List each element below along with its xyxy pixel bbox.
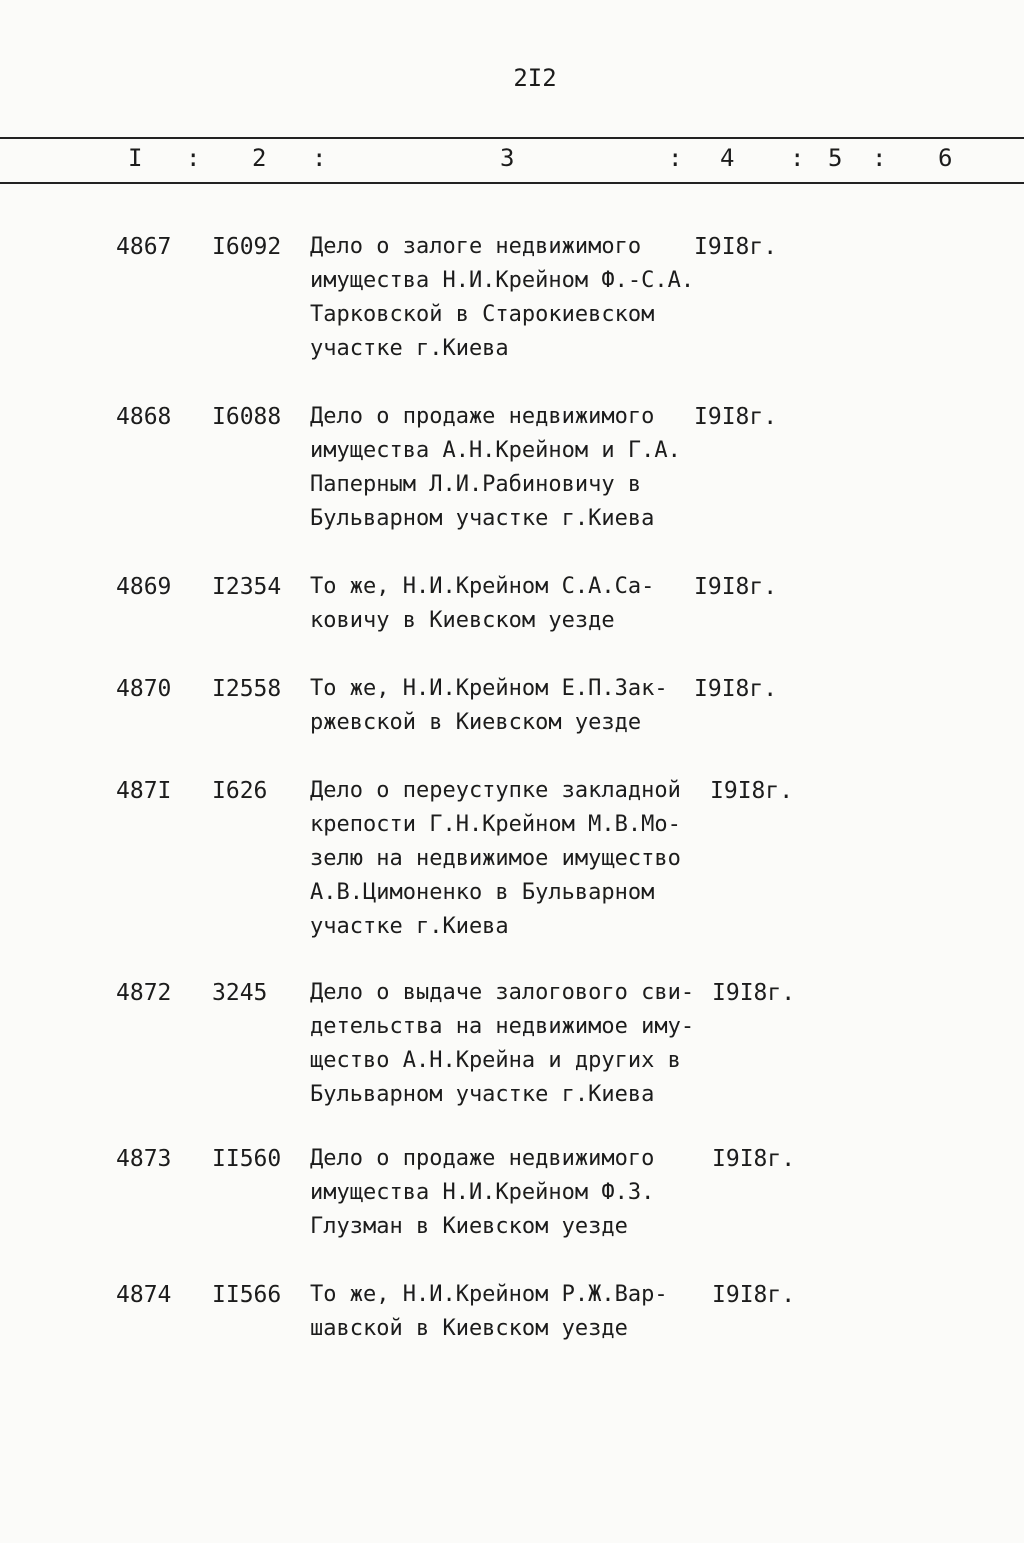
description-line: детельства на недвижимое иму- bbox=[310, 1014, 695, 1039]
entry-year: I9I8г. bbox=[694, 404, 778, 430]
entry-number: 4867 bbox=[116, 234, 172, 260]
column-header-1: I bbox=[128, 144, 143, 172]
column-separator: : bbox=[790, 144, 805, 172]
entry-archive-id: I6092 bbox=[212, 234, 282, 260]
column-separator: : bbox=[186, 144, 201, 172]
entry-year: I9I8г. bbox=[710, 778, 794, 804]
column-separator: : bbox=[312, 144, 327, 172]
header-bottom-rule bbox=[0, 182, 1024, 184]
description-line: крепости Г.Н.Крейном М.В.Мо- bbox=[310, 812, 681, 837]
entry-description bbox=[310, 230, 700, 366]
column-header-2: 2 bbox=[252, 144, 267, 172]
entry-year: I9I8г. bbox=[694, 574, 778, 600]
entry-description bbox=[310, 570, 700, 638]
page-number: 2I2 bbox=[513, 64, 557, 92]
entry-number: 4868 bbox=[116, 404, 172, 430]
header-top-rule bbox=[0, 137, 1024, 139]
description-line: имущества Н.И.Крейном Ф.З. bbox=[310, 1180, 655, 1205]
description-line: шавской в Киевском уезде bbox=[310, 1316, 628, 1341]
description-line: Бульварном участке г.Киева bbox=[310, 506, 655, 531]
entry-year: I9I8г. bbox=[694, 676, 778, 702]
column-separator: : bbox=[668, 144, 683, 172]
description-line: То же, Н.И.Крейном Е.П.Зак- bbox=[310, 676, 668, 701]
description-line: участке г.Киева bbox=[310, 336, 509, 361]
description-line: зелю на недвижимое имущество bbox=[310, 846, 681, 871]
entry-archive-id: I626 bbox=[212, 778, 268, 804]
entry-description bbox=[310, 672, 700, 740]
entry-year: I9I8г. bbox=[712, 1146, 796, 1172]
description-line: То же, Н.И.Крейном С.А.Са- bbox=[310, 574, 655, 599]
entry-description bbox=[310, 1278, 700, 1346]
description-line: Дело о продаже недвижимого bbox=[310, 404, 655, 429]
entry-number: 4869 bbox=[116, 574, 172, 600]
column-header-3: 3 bbox=[500, 144, 515, 172]
entry-description bbox=[310, 976, 700, 1112]
description-line: Дело о выдаче залогового сви- bbox=[310, 980, 695, 1005]
entry-number: 4874 bbox=[116, 1282, 172, 1308]
entry-description bbox=[310, 774, 700, 944]
description-line: Глузман в Киевском уезде bbox=[310, 1214, 628, 1239]
column-header-5: 5 bbox=[828, 144, 843, 172]
description-line: щество А.Н.Крейна и других в bbox=[310, 1048, 681, 1073]
description-line: Бульварном участке г.Киева bbox=[310, 1082, 655, 1107]
entry-archive-id: 3245 bbox=[212, 980, 268, 1006]
description-line: имущества А.Н.Крейном и Г.А. bbox=[310, 438, 681, 463]
entry-archive-id: II566 bbox=[212, 1282, 282, 1308]
description-line: А.В.Цимоненко в Бульварном bbox=[310, 880, 655, 905]
entry-year: I9I8г. bbox=[712, 980, 796, 1006]
description-line: Дело о переуступке закладной bbox=[310, 778, 681, 803]
description-line: Паперным Л.И.Рабиновичу в bbox=[310, 472, 642, 497]
entry-year: I9I8г. bbox=[712, 1282, 796, 1308]
description-line: Дело о продаже недвижимого bbox=[310, 1146, 655, 1171]
column-separator: : bbox=[872, 144, 887, 172]
description-line: Дело о залоге недвижимого bbox=[310, 234, 642, 259]
entry-archive-id: II560 bbox=[212, 1146, 282, 1172]
description-line: ржевской в Киевском уезде bbox=[310, 710, 642, 735]
entry-number: 4873 bbox=[116, 1146, 172, 1172]
entry-archive-id: I2558 bbox=[212, 676, 282, 702]
entry-archive-id: I6088 bbox=[212, 404, 282, 430]
entry-archive-id: I2354 bbox=[212, 574, 282, 600]
entry-number: 487I bbox=[116, 778, 172, 804]
description-line: То же, Н.И.Крейном Р.Ж.Вар- bbox=[310, 1282, 668, 1307]
column-header-6: 6 bbox=[938, 144, 953, 172]
entry-description bbox=[310, 1142, 700, 1244]
entry-number: 4870 bbox=[116, 676, 172, 702]
description-line: ковичу в Киевском уезде bbox=[310, 608, 615, 633]
description-line: Тарковской в Старокиевском bbox=[310, 302, 655, 327]
entry-number: 4872 bbox=[116, 980, 172, 1006]
entry-year: I9I8г. bbox=[694, 234, 778, 260]
column-header-4: 4 bbox=[720, 144, 735, 172]
description-line: имущества Н.И.Крейном Ф.-С.А. bbox=[310, 268, 695, 293]
description-line: участке г.Киева bbox=[310, 914, 509, 939]
entry-description bbox=[310, 400, 700, 536]
